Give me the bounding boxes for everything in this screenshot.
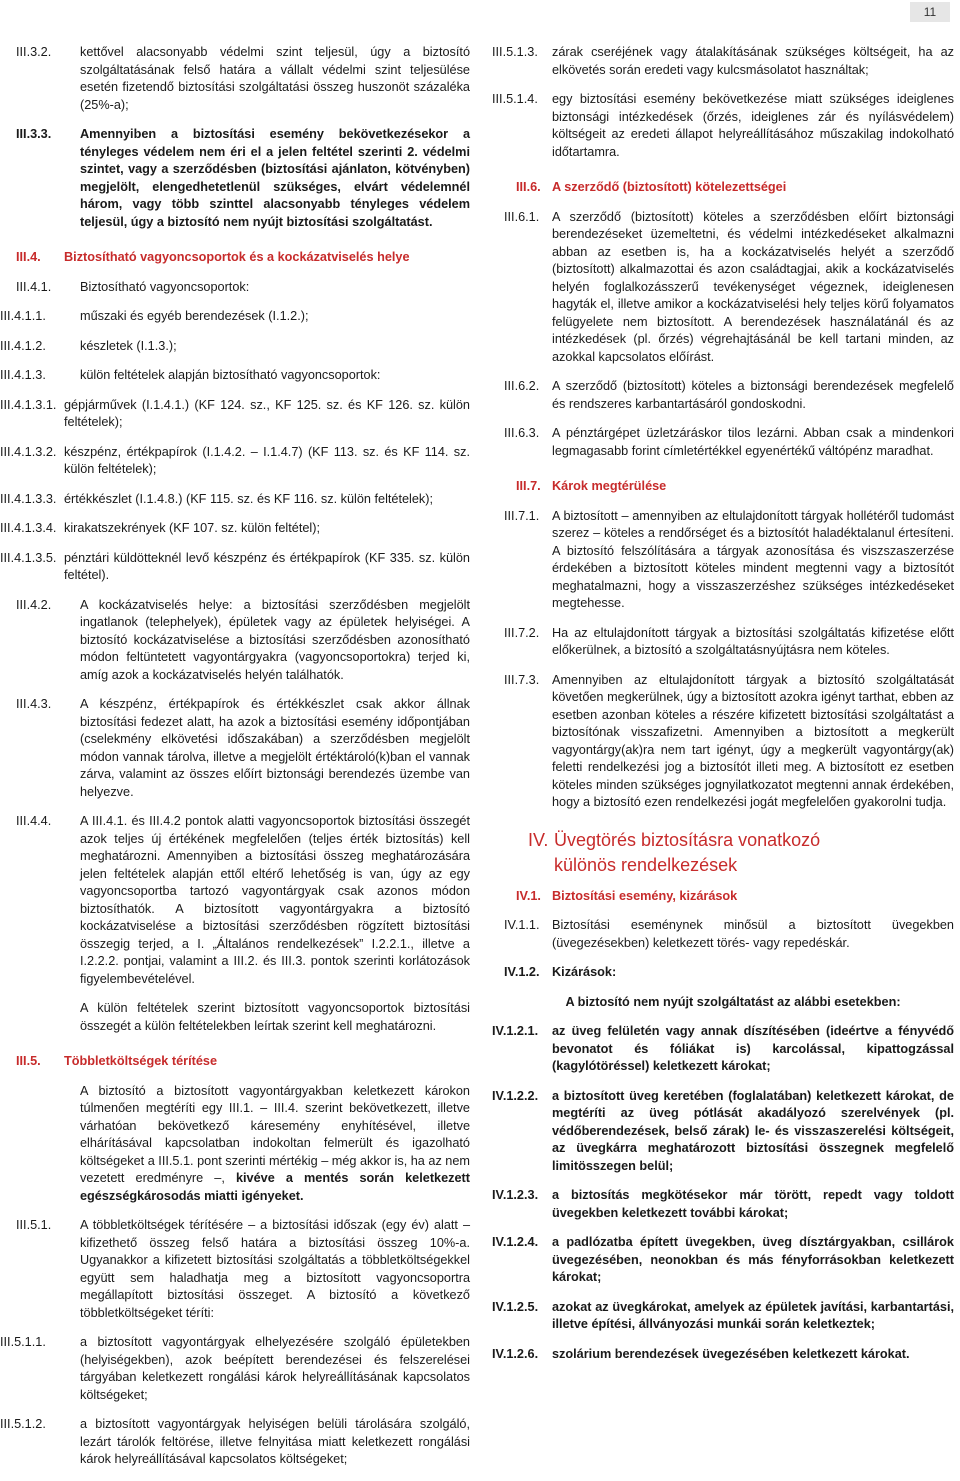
list-item — [492, 1023, 954, 1076]
list-item — [0, 1416, 470, 1469]
list-item — [492, 672, 954, 812]
item-number: III.6.1. — [504, 209, 540, 224]
section-number: III.7. — [516, 479, 541, 493]
section-title: A szerződő (biztosított) kötelezettségei — [552, 180, 787, 194]
paragraph-text: A biztosító a biztosított vagyontárgyakban keletkezett károkon túlmenően megtéríti egy III.1. – III.4. szerint bekövetkezett, illetve várhatóan bekövetkező káresemény enyhítésével, illetve elhárításával kapcsolatban indokoltan felmerült és igazolható költségeket a III.5.1. pont szerinti mértékig – még akkor is, ha az nem vezetett eredményre –, — [80, 1083, 470, 1185]
list-item — [492, 625, 954, 660]
item-text: Biztosítási eseménynek minősül a biztosított üvegekben (üvegezésekben) keletkezett törés- vagy repedéskár. — [552, 918, 954, 950]
item-number: III.5.1.1. — [0, 1335, 46, 1349]
section-heading-iii-6 — [492, 179, 954, 197]
item-number: III.3.3. — [16, 127, 52, 141]
item-text: A kockázatviselés helye: a biztosítási szerződésben megjelölt ingatlanok (telephelyek), épületek vagy az épületek helyiségei. A biztosító kockázatviselése a biztosítási szerződésben azonosítható módon feltüntetett vagyontárgyakra (vagyoncsoportokra) terjed ki, amíg azok a kockázatviselés helyén találhatók. — [80, 597, 470, 682]
item-number: III.5.1.4. — [492, 92, 538, 106]
list-item — [492, 425, 954, 460]
item-text: a padlózatba épített üvegekben, üveg dísztárgyakban, csillárok üvegezésében, neonokban és más fényforrásokban keletkezett károkat; — [552, 1235, 954, 1284]
left-column — [0, 44, 470, 1481]
item-text: műszaki és egyéb berendezések (I.1.2.); — [80, 309, 309, 323]
item-text: A biztosított – amennyiben az eltulajdonított tárgyak hollétéről tudomást szerez – köteles a rendőrséget és a biztosítót haladéktalanul értesíteni. A biztosító felszólítására a tárgyak azonosítása és viszszaszerzése érdekében a biztosított köteles mindent megtenni vagy a biztosítót meghatalmazni, hogy a visszaszerzéshez szükséges intézkedéseket megtehesse. — [552, 508, 954, 610]
item-text: készletek (I.1.3.); — [80, 338, 177, 353]
item-number: IV.1.2.1. — [492, 1024, 539, 1038]
list-item — [0, 1334, 470, 1404]
list-item — [0, 696, 470, 801]
list-item — [492, 44, 954, 79]
section-heading-iii-7 — [492, 478, 954, 496]
item-number: III.7.2. — [504, 625, 540, 640]
item-number: IV.1.2.4. — [492, 1235, 539, 1249]
list-item — [0, 44, 470, 114]
item-text: kirakatszekrények (KF 107. sz. külön feltétel); — [64, 521, 320, 535]
item-text: az üveg felületén vagy annak díszítésében (ideértve a fényvédő bevonatot és fóliákat is) karcolással, kipattogzással (kagylótöréssel) keletkezett károkat; — [552, 1024, 954, 1073]
item-number: III.4.1.3.5. — [0, 550, 57, 565]
item-number: III.4.1.2. — [0, 338, 46, 353]
list-item — [492, 91, 954, 161]
list-item — [492, 1234, 954, 1287]
section-heading-iii-5 — [0, 1053, 470, 1071]
section-number: IV.1. — [516, 888, 541, 903]
paragraph: A külön feltételek szerint biztosított vagyoncsoportok biztosítási összegét a külön feltételekben leírtak szerint kell meghatározni. — [80, 1001, 470, 1033]
item-number: III.5.1.3. — [492, 45, 538, 59]
list-item — [492, 1299, 954, 1334]
item-text: készpénz, értékpapírok (I.1.4.2. – I.1.4.7) (KF 113. sz. és KF 114. sz. külön feltételek); — [64, 444, 470, 476]
item-number: III.4.1.3.3. — [0, 491, 57, 506]
item-number: III.3.2. — [16, 45, 52, 59]
list-item — [492, 508, 954, 613]
chapter-title: Üvegtörés biztosításra vonatkozó különös rendelkezések — [554, 829, 821, 875]
item-number: III.4.1. — [16, 279, 52, 294]
list-item — [0, 126, 470, 231]
item-number: III.5.1.2. — [0, 1417, 46, 1431]
list-item — [0, 444, 470, 479]
list-item — [0, 279, 470, 297]
list-item — [492, 917, 954, 952]
item-number: III.4.1.3.4. — [0, 521, 57, 535]
list-item — [492, 964, 954, 982]
item-text: azokat az üvegkárokat, amelyek az épületek javítási, karbantartási, illetve építési, állványozási munkái során keletkeztek; — [552, 1299, 954, 1331]
chapter-number: IV. — [528, 829, 549, 850]
subheading: A biztosító nem nyújt szolgáltatást az alábbi esetekben: — [565, 994, 901, 1009]
item-text: Biztosítható vagyoncsoportok: — [80, 279, 250, 294]
list-item — [0, 597, 470, 685]
item-text: Amennyiben az eltulajdonított tárgyak a biztosító szolgáltatását követően megkerülnek, úgy a biztosított azokra igényt tarthat, ebben az esetben azonban köteles a részére kifizetett biztosítási szolgáltatást a biztosítónak visszafizetni. Amennyiben a biztosított a megkerült vagyontárgy(ak)ra nem tart igényt, úgy a megkerült vagyontárgy(ak) feletti rendelkezési jog a biztosítót illeti meg. A biztosított ez esetben köteles minden szükséges jognyilatkozatot megtenni annak érdekében, hogy a biztosító ezen rendelkezési jogát megfelelően gyakorolni tudja. — [552, 672, 954, 809]
item-number: IV.1.2.6. — [492, 1346, 539, 1361]
list-item — [492, 1088, 954, 1176]
item-number: IV.1.2.3. — [492, 1188, 539, 1202]
item-number: III.4.4. — [16, 814, 52, 828]
item-number: III.4.1.3.1. — [0, 397, 57, 412]
item-text: A szerződő (biztosított) köteles a szerződésben előírt biztonsági berendezéseket üzemeltetni, és védelmi intézkedéseket alkalmazni abban az esetben is, ha a kockázatviselés helyét a szerződő (biztosított) alkalmazottai és azon családtagjai, akik a kockázatviselés helyén foglalkozásszerű tevékenységet végeznek, ideiglenesen hagyták el, illetve amikor a kockázatviselési hely teljes körű folyamatos felügyelete nem biztosított. A berendezések használatánál és az intézkedések (pl. őrzés) végrehajtásánál be kell tartani minden, az azokkal kapcsolatos előírást. — [552, 209, 954, 364]
section-number: III.4. — [16, 250, 41, 264]
page-number: 11 — [910, 2, 950, 22]
item-text: A készpénz, értékpapírok és értékkészlet csak akkor állnak biztosítási fedezet alatt, ha azok a biztosítási esemény időpontjában (cselekmény elkövetési időszakában) a szerződésben megjelölt módon vannak tárolva, illetve a megjelölt értéktároló(k)ban el vannak zárva, valamint az összes előírt biztonsági berendezés üzembe van helyezve. — [80, 697, 470, 799]
list-item — [0, 550, 470, 585]
item-text: a biztosított vagyontárgyak elhelyezésére szolgáló épületekben (helyiségekben), azok beépített berendezései és felszerelései tárgyában keletkezett rongálási károk helyreállításának kapcsolatos költségeket; — [80, 1335, 470, 1402]
item-number: III.6.2. — [504, 379, 540, 393]
item-number: III.7.3. — [504, 672, 540, 687]
item-number: III.6.3. — [504, 426, 540, 440]
item-text: A pénztárgépet üzletzáráskor tilos lezárni. Abban csak a mindenkori legmagasabb forint címletértékkel egyenértékű váltópénz maradhat. — [552, 426, 954, 458]
item-text: egy biztosítási esemény bekövetkezése miatt szükséges ideiglenes biztonsági intézkedések (őrzés, ideiglenes zár és nyílásvédelem) költségeit az eredeti állapot helyreállításához műszakilag indokolható időtartamra. — [552, 92, 954, 159]
item-number: IV.1.2. — [504, 965, 540, 979]
right-column — [492, 44, 954, 1375]
item-number: III.7.1. — [504, 508, 540, 523]
item-text: A szerződő (biztosított) köteles a biztonsági berendezések megfelelő és rendszeres karbantartásáról gondoskodni. — [552, 379, 954, 411]
item-text: Ha az eltulajdonított tárgyak a biztosítási szolgáltatás kifizetése előtt előkerülnek, a biztosító a szolgáltatásnyújtásra nem köteles. — [552, 625, 954, 657]
item-text: A többletköltségek térítésére – a biztosítási időszak (egy év) alatt – kifizethető összeg felső határa a biztosítási összeg 10%-a. Ugyanakkor a kifizetett biztosítási szolgáltatás a többletköltségekkel együtt sem haladhatja meg a biztosított vagyoncsoportra megállapított biztosítási összeget. A biztosító a következő többletköltségeket téríti: — [80, 1218, 470, 1320]
section-title: Károk megtérülése — [552, 479, 667, 493]
item-number: IV.1.2.5. — [492, 1299, 539, 1314]
item-text: szolárium berendezések üvegezésében keletkezett károkat. — [552, 1346, 910, 1361]
list-item — [0, 1217, 470, 1322]
list-item — [492, 1187, 954, 1222]
item-number: III.4.1.3.2. — [0, 444, 57, 459]
paragraph-bold-text: kivéve a mentés során keletkezett egészségkárosodás miatti igényeket. — [80, 1171, 471, 1203]
list-item — [492, 209, 954, 367]
section-number: III.5. — [16, 1054, 41, 1068]
section-number: III.6. — [516, 180, 541, 194]
item-text: a biztosított üveg keretében (foglalatában) keletkezett károkat, de megtéríti az üveg pótlását akadályozó szerelvények (pl. védőberendezések, belső zárak) le- és visszaszerelési költségeit, az üvegkárra meghatározott biztosítási összegnek megfelelő limitösszegen belül; — [552, 1088, 954, 1173]
item-text: értékkészlet (I.1.4.8.) (KF 115. sz. és KF 116. sz. külön feltételek); — [64, 491, 434, 506]
section-title: Biztosítható vagyoncsoportok és a kockázatviselés helye — [64, 250, 410, 264]
item-number: IV.1.1. — [504, 918, 540, 932]
item-number: IV.1.2.2. — [492, 1088, 539, 1103]
list-item — [0, 308, 470, 326]
item-number: III.4.1.1. — [0, 309, 46, 323]
paragraph — [0, 1083, 470, 1206]
list-item — [0, 520, 470, 538]
list-item — [0, 367, 470, 385]
item-text: a biztosított vagyontárgyak helyiségen belüli tárolására szolgáló, lezárt tárolók feltörése, illetve felnyitása miatt keletkezett rongálási károk helyreállításával kapcsolatos költségeket; — [80, 1417, 470, 1466]
list-item — [0, 491, 470, 509]
list-item — [0, 338, 470, 356]
item-text: pénztári küldötteknél levő készpénz és értékpapírok (KF 335. sz. külön feltétel). — [64, 550, 470, 582]
section-title: Többletköltségek térítése — [64, 1054, 217, 1068]
item-text: Amennyiben a biztosítási esemény bekövetkezésekor a tényleges védelem nem éri el a jelen feltétel szerinti 2. védelmi szintet, vagy a szerződésben (biztosítási ajánlaton, kötvényben) megjelölt, elengedhetetlenül szükséges, elvárt védelemnél három, vagy több szinttel alacsonyabb tényleges védelem teljesül, úgy a biztosító nem nyújt biztosítási szolgáltatást. — [80, 127, 470, 229]
item-text: a biztosítás megkötésekor már törött, repedt vagy toldott üvegekben keletkezett további károkat; — [552, 1188, 954, 1220]
item-text: A III.4.1. és III.4.2 pontok alatti vagyoncsoportok biztosítási összegét azok teljes új értékének megfelelően (teljes érték biztosítás) kell meghatározni. Amennyiben a biztosítási összeg meghatározására jelen feltételek alapján ettől eltérő lehetőség is van, úgy az egy vagyoncsoportba tartozó vagyontárgyak csak azonos módon biztosíthatók. A biztosított vagyontárgyakra a biztosító kockázatviselése a biztosítási szerződésben rögzített biztosítási összegig terjed, a I. „Általános rendelkezések” I.2.2.1., illetve a I.2.2.2. pontjai, valamint a III.2. és III.3. pontok szerinti korlátozások figyelembevételével. — [80, 814, 470, 986]
item-text: Kizárások: — [552, 965, 617, 979]
item-number: III.5.1. — [16, 1218, 52, 1232]
item-text: kettővel alacsonyabb védelmi szint teljesül, úgy a biztosító szolgáltatásának felső határa a vállalt védelmi szint teljesülése esetén fizetendő biztosítási szolgáltatási összeg huszonöt százaléka (25%-a); — [80, 45, 470, 112]
list-item — [0, 813, 470, 988]
section-title: Biztosítási esemény, kizárások — [552, 888, 738, 903]
chapter-heading-iv — [492, 828, 954, 878]
section-heading-iv-1 — [492, 888, 954, 906]
item-text: külön feltételek alapján biztosítható vagyoncsoportok: — [80, 368, 381, 382]
list-item — [492, 378, 954, 413]
list-item — [492, 1346, 954, 1364]
item-number: III.4.1.3. — [0, 368, 46, 382]
list-item — [0, 397, 470, 432]
item-number: III.4.2. — [16, 597, 52, 612]
section-heading-iii-4 — [0, 249, 470, 267]
item-text: gépjárművek (I.1.4.1.) (KF 124. sz., KF 125. sz. és KF 126. sz. külön feltételek); — [64, 397, 470, 429]
item-number: III.4.3. — [16, 697, 52, 711]
item-text: zárak cseréjének vagy átalakításának szükséges költségeit, ha az elkövetés során eredeti vagy kulcsmásolatot használtak; — [552, 45, 954, 77]
